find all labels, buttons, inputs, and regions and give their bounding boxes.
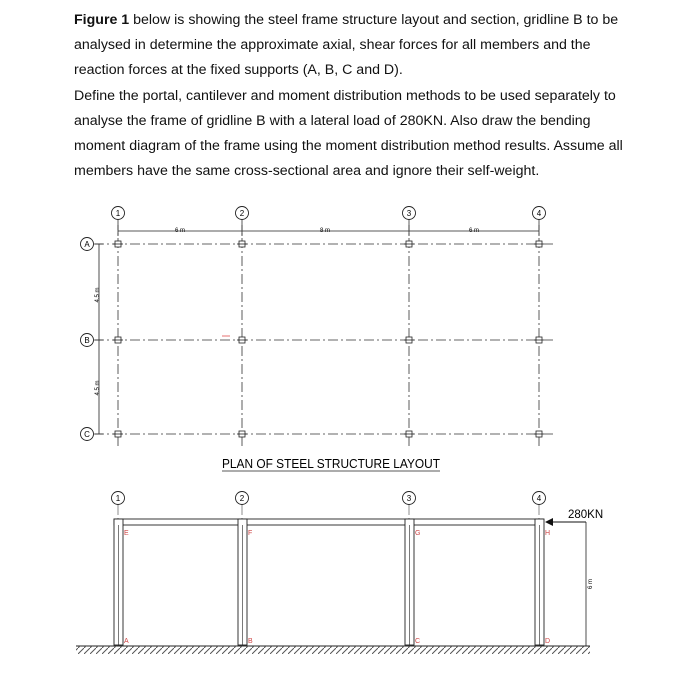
paragraph-2: Define the portal, cantilever and moment distribution methods to be used separately to analyse the frame of gridline B with a lateral load of 280KN. Also draw the bending moment diagram of the frame using the moment distribution method results. Assume all members have the same cross-sectional area and ignore their self-weight. — [74, 88, 623, 179]
row-dimension-2: 4.5 m — [95, 380, 101, 396]
row-dimension-1: 4.5 m — [95, 287, 101, 303]
support-label-B: B — [248, 638, 253, 645]
ground-hatch — [76, 646, 590, 654]
joint-label-F: F — [248, 530, 253, 537]
plan-grid-bubble-1 — [112, 207, 125, 220]
plan-grid-bubble-2 — [236, 207, 249, 220]
section-view — [76, 492, 603, 655]
joint-label-G: G — [415, 530, 421, 537]
section-grid-bubble-1 — [112, 492, 125, 505]
svg-text:3: 3 — [406, 209, 412, 218]
lateral-load-label: 280KN — [568, 509, 604, 521]
section-grid-bubble-4 — [533, 492, 546, 505]
plan-column-markers — [115, 241, 542, 437]
svg-text:1: 1 — [115, 209, 121, 218]
plan-grid-bubble-3 — [403, 207, 416, 220]
svg-text:2: 2 — [239, 494, 245, 503]
plan-title: PLAN OF STEEL STRUCTURE LAYOUT — [222, 457, 441, 471]
support-label-C: C — [415, 638, 421, 645]
svg-text:4: 4 — [536, 209, 542, 218]
span-dimension-3: 6 m — [468, 228, 480, 234]
joint-label-E: E — [124, 530, 129, 537]
section-grid-bubble-2 — [236, 492, 249, 505]
section-grid-bubble-3 — [403, 492, 416, 505]
plan-view — [81, 207, 554, 472]
svg-text:3: 3 — [406, 494, 412, 503]
plan-grid-bubble-B — [81, 334, 94, 347]
svg-text:4: 4 — [536, 494, 542, 503]
support-label-A: A — [124, 638, 129, 645]
svg-text:C: C — [84, 430, 90, 439]
plan-grid-bubble-4 — [533, 207, 546, 220]
svg-text:B: B — [84, 336, 90, 345]
span-dimension-1: 6 m — [174, 228, 186, 234]
figure-label: Figure 1 — [74, 12, 130, 28]
beam-EH — [114, 519, 543, 525]
joint-label-H: H — [545, 530, 551, 537]
span-dimension-2: 8 m — [319, 228, 331, 234]
svg-text:2: 2 — [239, 209, 245, 218]
plan-grid-bubble-C — [81, 428, 94, 441]
paragraph-1-text: below is showing the steel frame structure layout and section, gridline B to be analysed in determine the approximate axial, shear forces for all members and the reaction forces at the fixed supports (A, B, C and D). — [74, 12, 619, 78]
plan-grid-bubble-A — [81, 238, 94, 251]
svg-text:A: A — [84, 240, 90, 249]
support-label-D: D — [545, 638, 551, 645]
height-dimension: 6 m — [588, 578, 594, 590]
svg-text:1: 1 — [115, 494, 121, 503]
